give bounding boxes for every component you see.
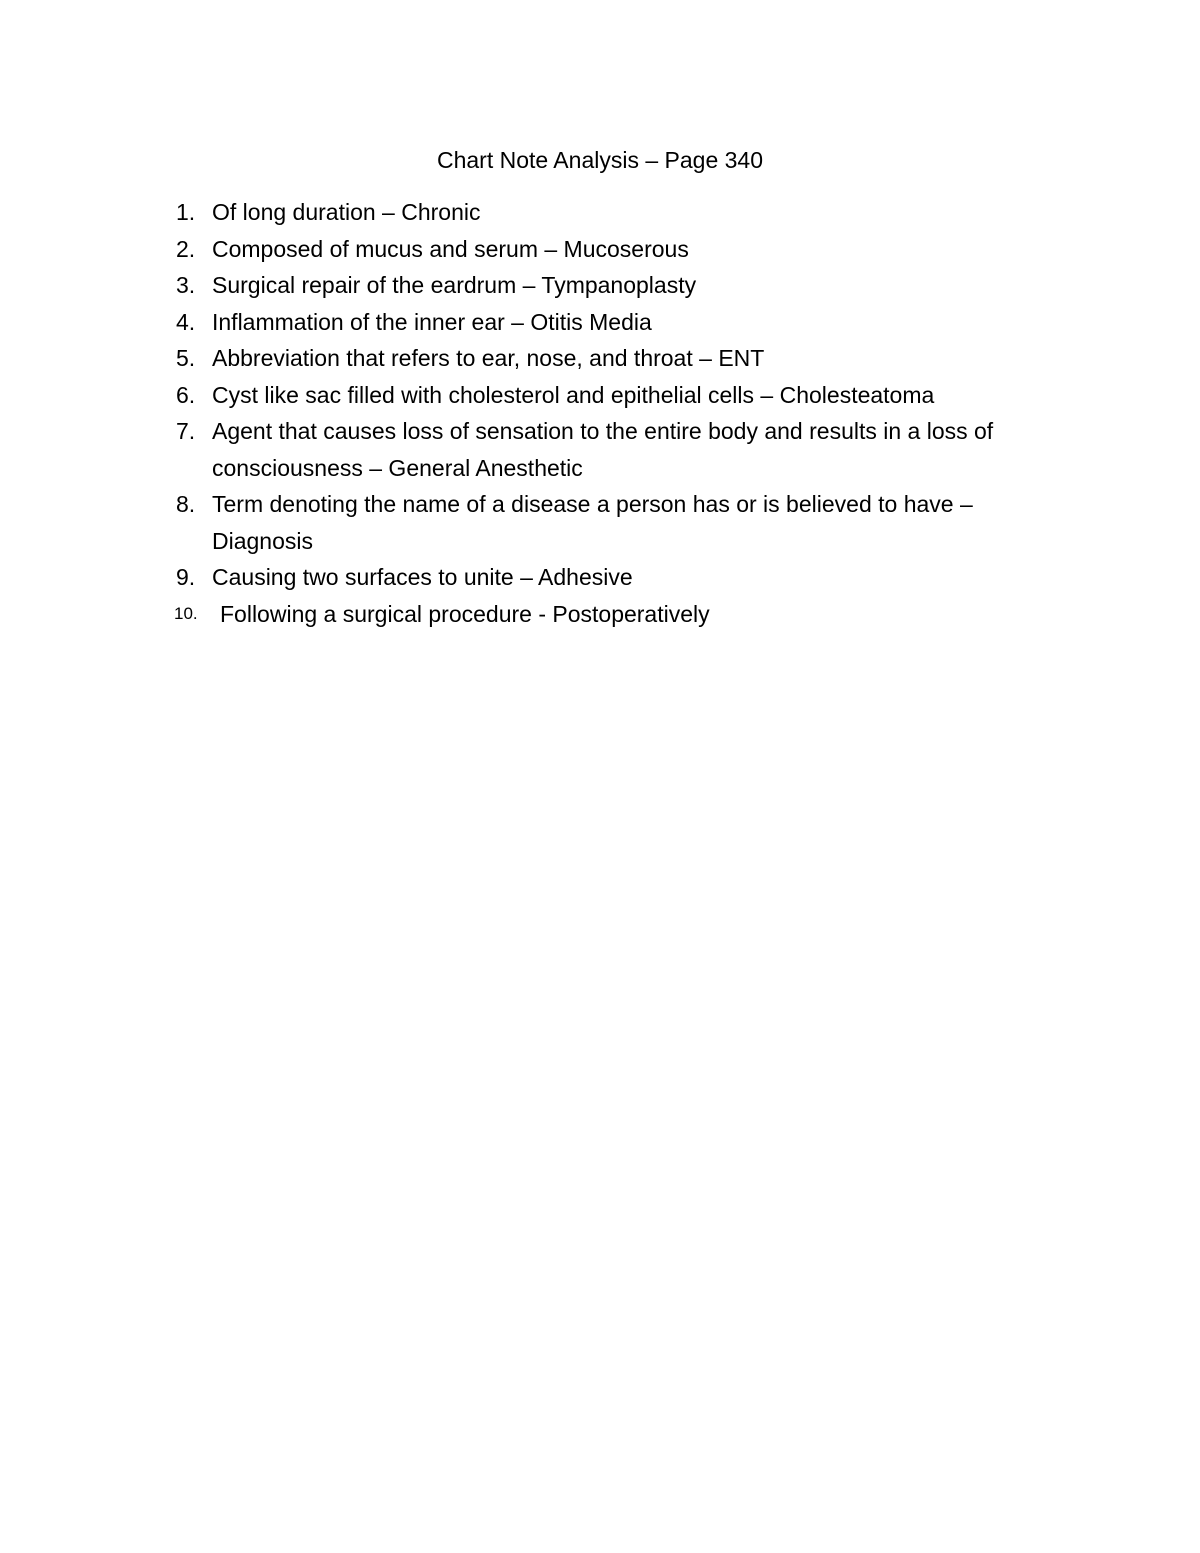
list-item <box>160 377 1060 414</box>
list-item-text: Inflammation of the inner ear – Otitis Media <box>212 308 652 335</box>
list-item-text: Agent that causes loss of sensation to the entire body and results in a loss of consciousness – General Anesthetic <box>212 418 994 481</box>
list-item <box>160 231 1060 268</box>
list-item <box>160 304 1060 341</box>
list-item <box>160 486 1060 559</box>
list-item <box>160 194 1060 231</box>
list-item-number: 5. <box>176 345 196 371</box>
list-item-text: Surgical repair of the eardrum – Tympanoplasty <box>212 272 697 298</box>
list-item-number: 7. <box>176 418 196 444</box>
list-item <box>160 340 1060 377</box>
list-item-text: Cyst like sac filled with cholesterol and epithelial cells – Cholesteatoma <box>212 381 935 408</box>
list-item <box>160 559 1060 596</box>
list-item-number: 2. <box>176 235 196 262</box>
document-title: Chart Note Analysis – Page 340 <box>436 147 764 173</box>
list-item-text: Term denoting the name of a disease a person has or is believed to have – Diagnosis <box>212 491 973 554</box>
list-item-text: Abbreviation that refers to ear, nose, and throat – ENT <box>212 345 765 371</box>
definition-list <box>160 194 1060 632</box>
list-item <box>160 596 1060 633</box>
list-item-number: 4. <box>176 308 196 335</box>
list-item-text: Causing two surfaces to unite – Adhesive <box>212 564 633 590</box>
list-item-number: 1. <box>176 199 196 225</box>
list-item-number: 3. <box>176 272 196 298</box>
list-item-text: Of long duration – Chronic <box>212 199 481 225</box>
list-item-text: Composed of mucus and serum – Mucoserous <box>212 235 689 262</box>
list-item <box>160 413 1060 486</box>
list-item-number: 8. <box>176 491 196 517</box>
list-item-text: Following a surgical procedure - Postoperatively <box>220 600 710 627</box>
list-item-number: 10. <box>174 603 198 623</box>
list-item-number: 6. <box>176 381 196 408</box>
list-item-number: 9. <box>176 564 196 590</box>
list-item <box>160 267 1060 304</box>
